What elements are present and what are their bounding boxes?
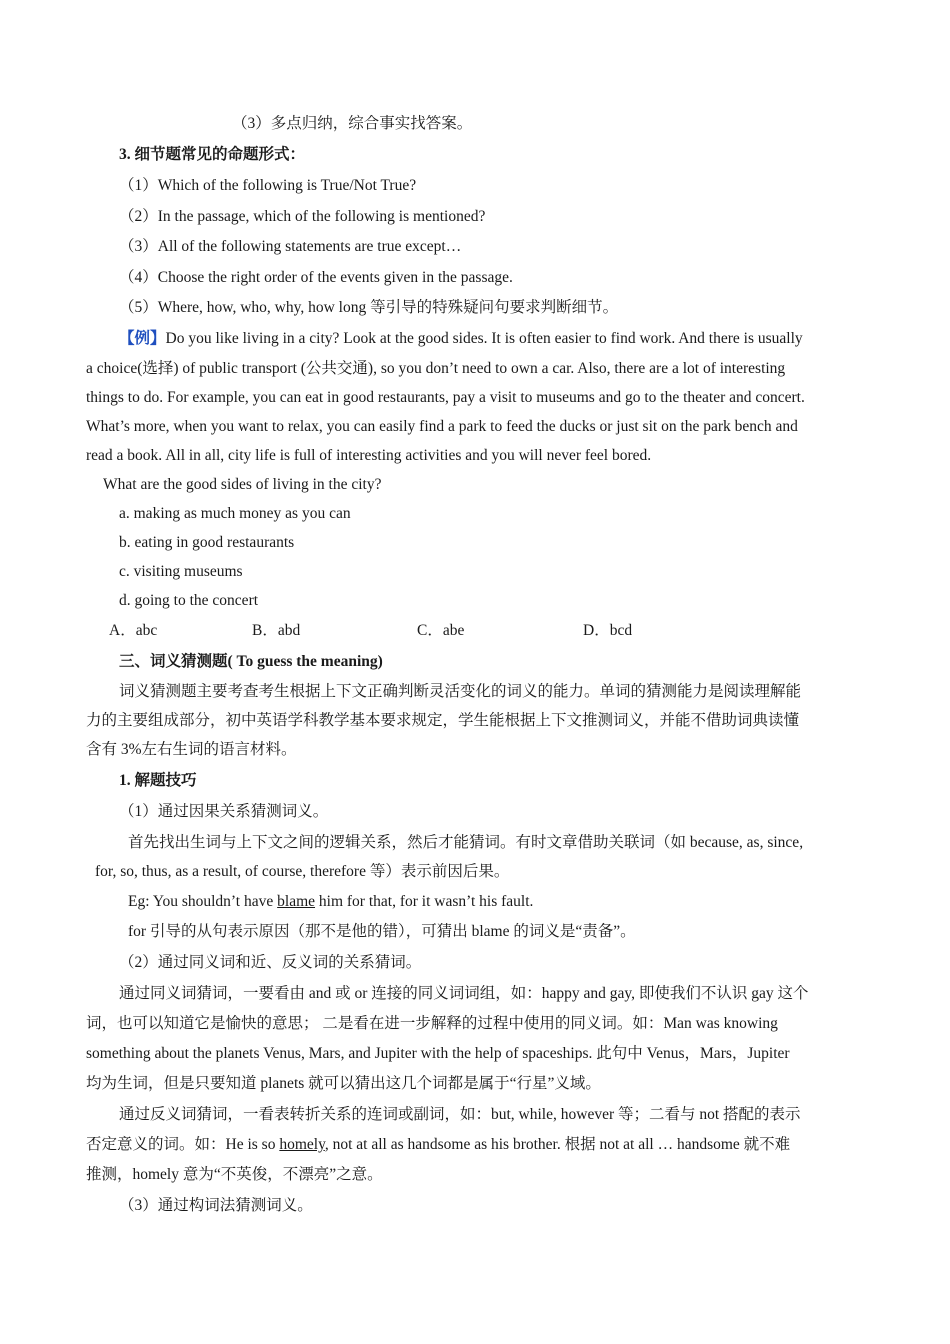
statement-item: a. making as much money as you can <box>119 505 351 522</box>
tip-1-para-2: for, so, thus, as a result, of course, therefore 等）表示前因后果。 <box>95 863 510 880</box>
example-line-5: read a book. All in all, city life is full of interesting activities and you will never feel bored. <box>86 447 652 464</box>
option-b: B．abd <box>252 622 301 639</box>
example-line-3: things to do. For example, you can eat in good restaurants, pay a visit to museums and go to the theater and concert. <box>86 389 805 406</box>
section-3-intro-1: 词义猜测题主要考查考生根据上下文正确判断灵活变化的词义的能力。单词的猜测能力是阅读理解能 <box>119 683 802 700</box>
example-sentence: Eg: You shouldn’t have blame him for that, for it wasn’t his fault. <box>128 893 534 910</box>
detail-form-item: （3）All of the following statements are true except… <box>119 238 462 255</box>
underlined-word: blame <box>277 893 316 910</box>
option-d: D．bcd <box>583 622 633 639</box>
statement-item: c. visiting museums <box>119 563 243 580</box>
tip-2-para-6: 否定意义的词。如：He is so homely, not at all as handsome as his brother. 根据 not at all … handsome 就不难 <box>86 1136 791 1153</box>
example-tag: 【例】 <box>119 330 166 347</box>
tip-1-title: （1）通过因果关系猜测词义。 <box>119 803 329 820</box>
section-3-heading: 三、词义猜测题( To guess the meaning) <box>119 653 383 670</box>
option-a: A．abc <box>109 622 158 639</box>
tip-3-title: （3）通过构词法猜测词义。 <box>119 1197 313 1214</box>
statement-item: b. eating in good restaurants <box>119 534 295 551</box>
example-line-1: 【例】Do you like living in a city? Look at the good sides. It is often easier to find work. And there is usually <box>119 330 803 347</box>
detail-form-item: （1）Which of the following is True/Not True? <box>119 177 417 194</box>
tip-1-para-3: for 引导的从句表示原因（那不是他的错），可猜出 blame 的词义是“责备”。 <box>128 923 636 940</box>
underlined-word: homely <box>279 1136 325 1153</box>
tips-heading: 1. 解题技巧 <box>119 772 197 789</box>
detail-form-item: （4）Choose the right order of the events given in the passage. <box>119 269 513 286</box>
tip-2-para-5: 通过反义词猜词，一看表转折关系的连词或副词，如：but, while, however 等；二看与 not 搭配的表示 <box>119 1106 801 1123</box>
tip-2-para-2: 词，也可以知道它是愉快的意思； 二是看在进一步解释的过程中使用的同义词。如：Man was knowing <box>86 1015 778 1032</box>
tip-2-para-4: 均为生词，但是只要知道 planets 就可以猜出这几个词都是属于“行星”义域。 <box>86 1075 601 1092</box>
section-3-intro-3: 含有 3%左右生词的语言材料。 <box>86 741 297 758</box>
tip-2-title: （2）通过同义词和近、反义词的关系猜词。 <box>119 954 422 971</box>
tip-2-para-7: 推测，homely 意为“不英俊，不漂亮”之意。 <box>86 1166 383 1183</box>
example-line-4: What’s more, when you want to relax, you can easily find a park to feed the ducks or just sit on the park bench and <box>86 418 798 435</box>
detail-form-item: （5）Where, how, who, why, how long 等引导的特殊疑问句要求判断细节。 <box>119 299 619 316</box>
detail-forms-heading: 3. 细节题常见的命题形式： <box>119 146 306 163</box>
statement-item: d. going to the concert <box>119 592 259 609</box>
example-line-2: a choice(选择) of public transport (公共交通), so you don’t need to own a car. Also, there are a lot of interesting <box>86 360 786 377</box>
tip-1-para-1: 首先找出生词与上下文之间的逻辑关系，然后才能猜词。有时文章借助关联词（如 because, as, since, <box>128 834 804 851</box>
section-3-intro-2: 力的主要组成部分，初中英语学科教学基本要求规定，学生能根据上下文推测词义，并能不借助词典读懂 <box>86 712 800 729</box>
tip-2-para-1: 通过同义词猜词，一要看由 and 或 or 连接的同义词词组，如：happy and gay, 即使我们不认识 gay 这个 <box>119 985 809 1002</box>
detail-form-item: （2）In the passage, which of the following is mentioned? <box>119 208 486 225</box>
step-3-text: （3）多点归纳，综合事实找答案。 <box>232 115 473 132</box>
tip-2-para-3: something about the planets Venus, Mars, and Jupiter with the help of spaceships. 此句中 Venus，Mars，Jupiter <box>86 1045 790 1062</box>
example-question: What are the good sides of living in the city? <box>103 476 382 493</box>
option-c: C．abe <box>417 622 465 639</box>
